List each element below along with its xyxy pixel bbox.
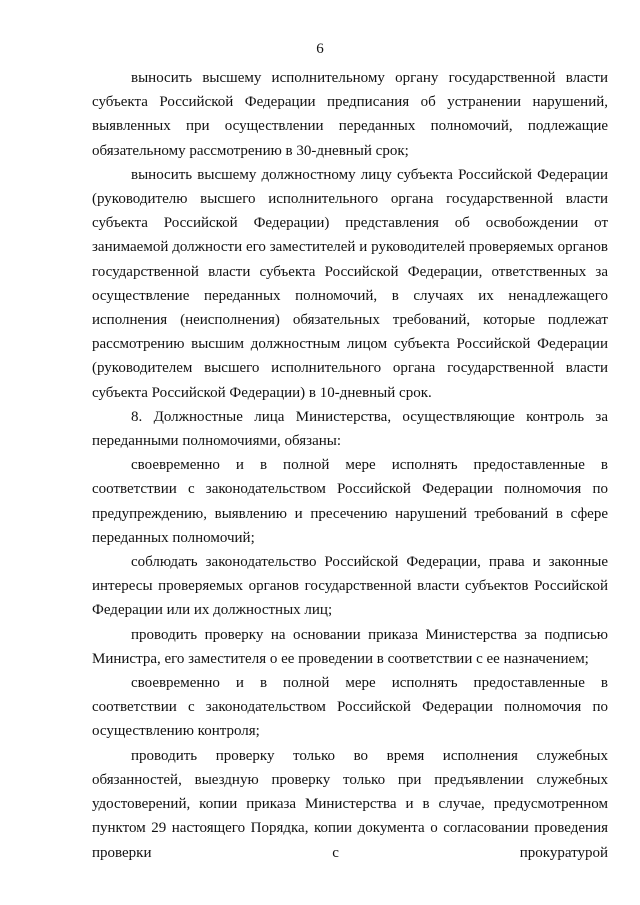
paragraph-officials-obligations: 8. Должностные лица Министерства, осуществляющие контроль за переданными полномочиями, обязаны:: [92, 408, 608, 450]
paragraph-inspection-time: проводить проверку только во время исполнения служебных обязанностей, выездную проверку только при предъявлении служебных удостоверений, копии приказа Министерства и в случае, предусмотренном пунктом 29 настоящего Порядка, копии документа о согласовании проведения проверки с прокуратурой: [92, 747, 608, 861]
paragraph-observe-legislation: соблюдать законодательство Российской Федерации, права и законные интересы проверяемых органов государственной власти субъектов Российской Федерации или их должностных лиц;: [92, 554, 608, 619]
page-number: 6: [316, 41, 324, 57]
paragraph-prescriptions: выносить высшему исполнительному органу государственной власти субъекта Российской Федерации предписания об устранении нарушений, выявленных при осуществлении переданных полномочий, подлежащие обязательному рассмотрению в 30-дневный срок;: [92, 70, 608, 159]
paragraph-inspection-order: проводить проверку на основании приказа Министерства за подписью Министра, его заместителя о ее проведении в соответствии с ее назначением;: [92, 626, 608, 667]
document-body: [92, 66, 608, 865]
paragraph-representations: выносить высшему должностному лицу субъекта Российской Федерации (руководителю высшего исполнительного органа государственной власти субъекта Российской Федерации) представления об освобождении от занимаемой должности его заместителей и руководителей проверяемых органов государственной власти субъекта Российской Федерации, ответственных за осуществление переданных полномочий, в случаях их ненадлежащего исполнения (неисполнения) обязательных требований, которые подлежат рассмотрению высшим должностным лицом субъекта Российской Федерации (руководителем высшего исполнительного органа государственной власти субъекта Российской Федерации) в 10-дневный срок.: [92, 166, 608, 401]
paragraph-exercise-powers: своевременно и в полной мере исполнять предоставленные в соответствии с законодательством Российской Федерации полномочия по предупреждению, выявлению и пресечению нарушений требований в сфере переданных полномочий;: [92, 457, 608, 546]
paragraph-control-powers: своевременно и в полной мере исполнять предоставленные в соответствии с законодательством Российской Федерации полномочия по осуществлению контроля;: [92, 675, 608, 740]
